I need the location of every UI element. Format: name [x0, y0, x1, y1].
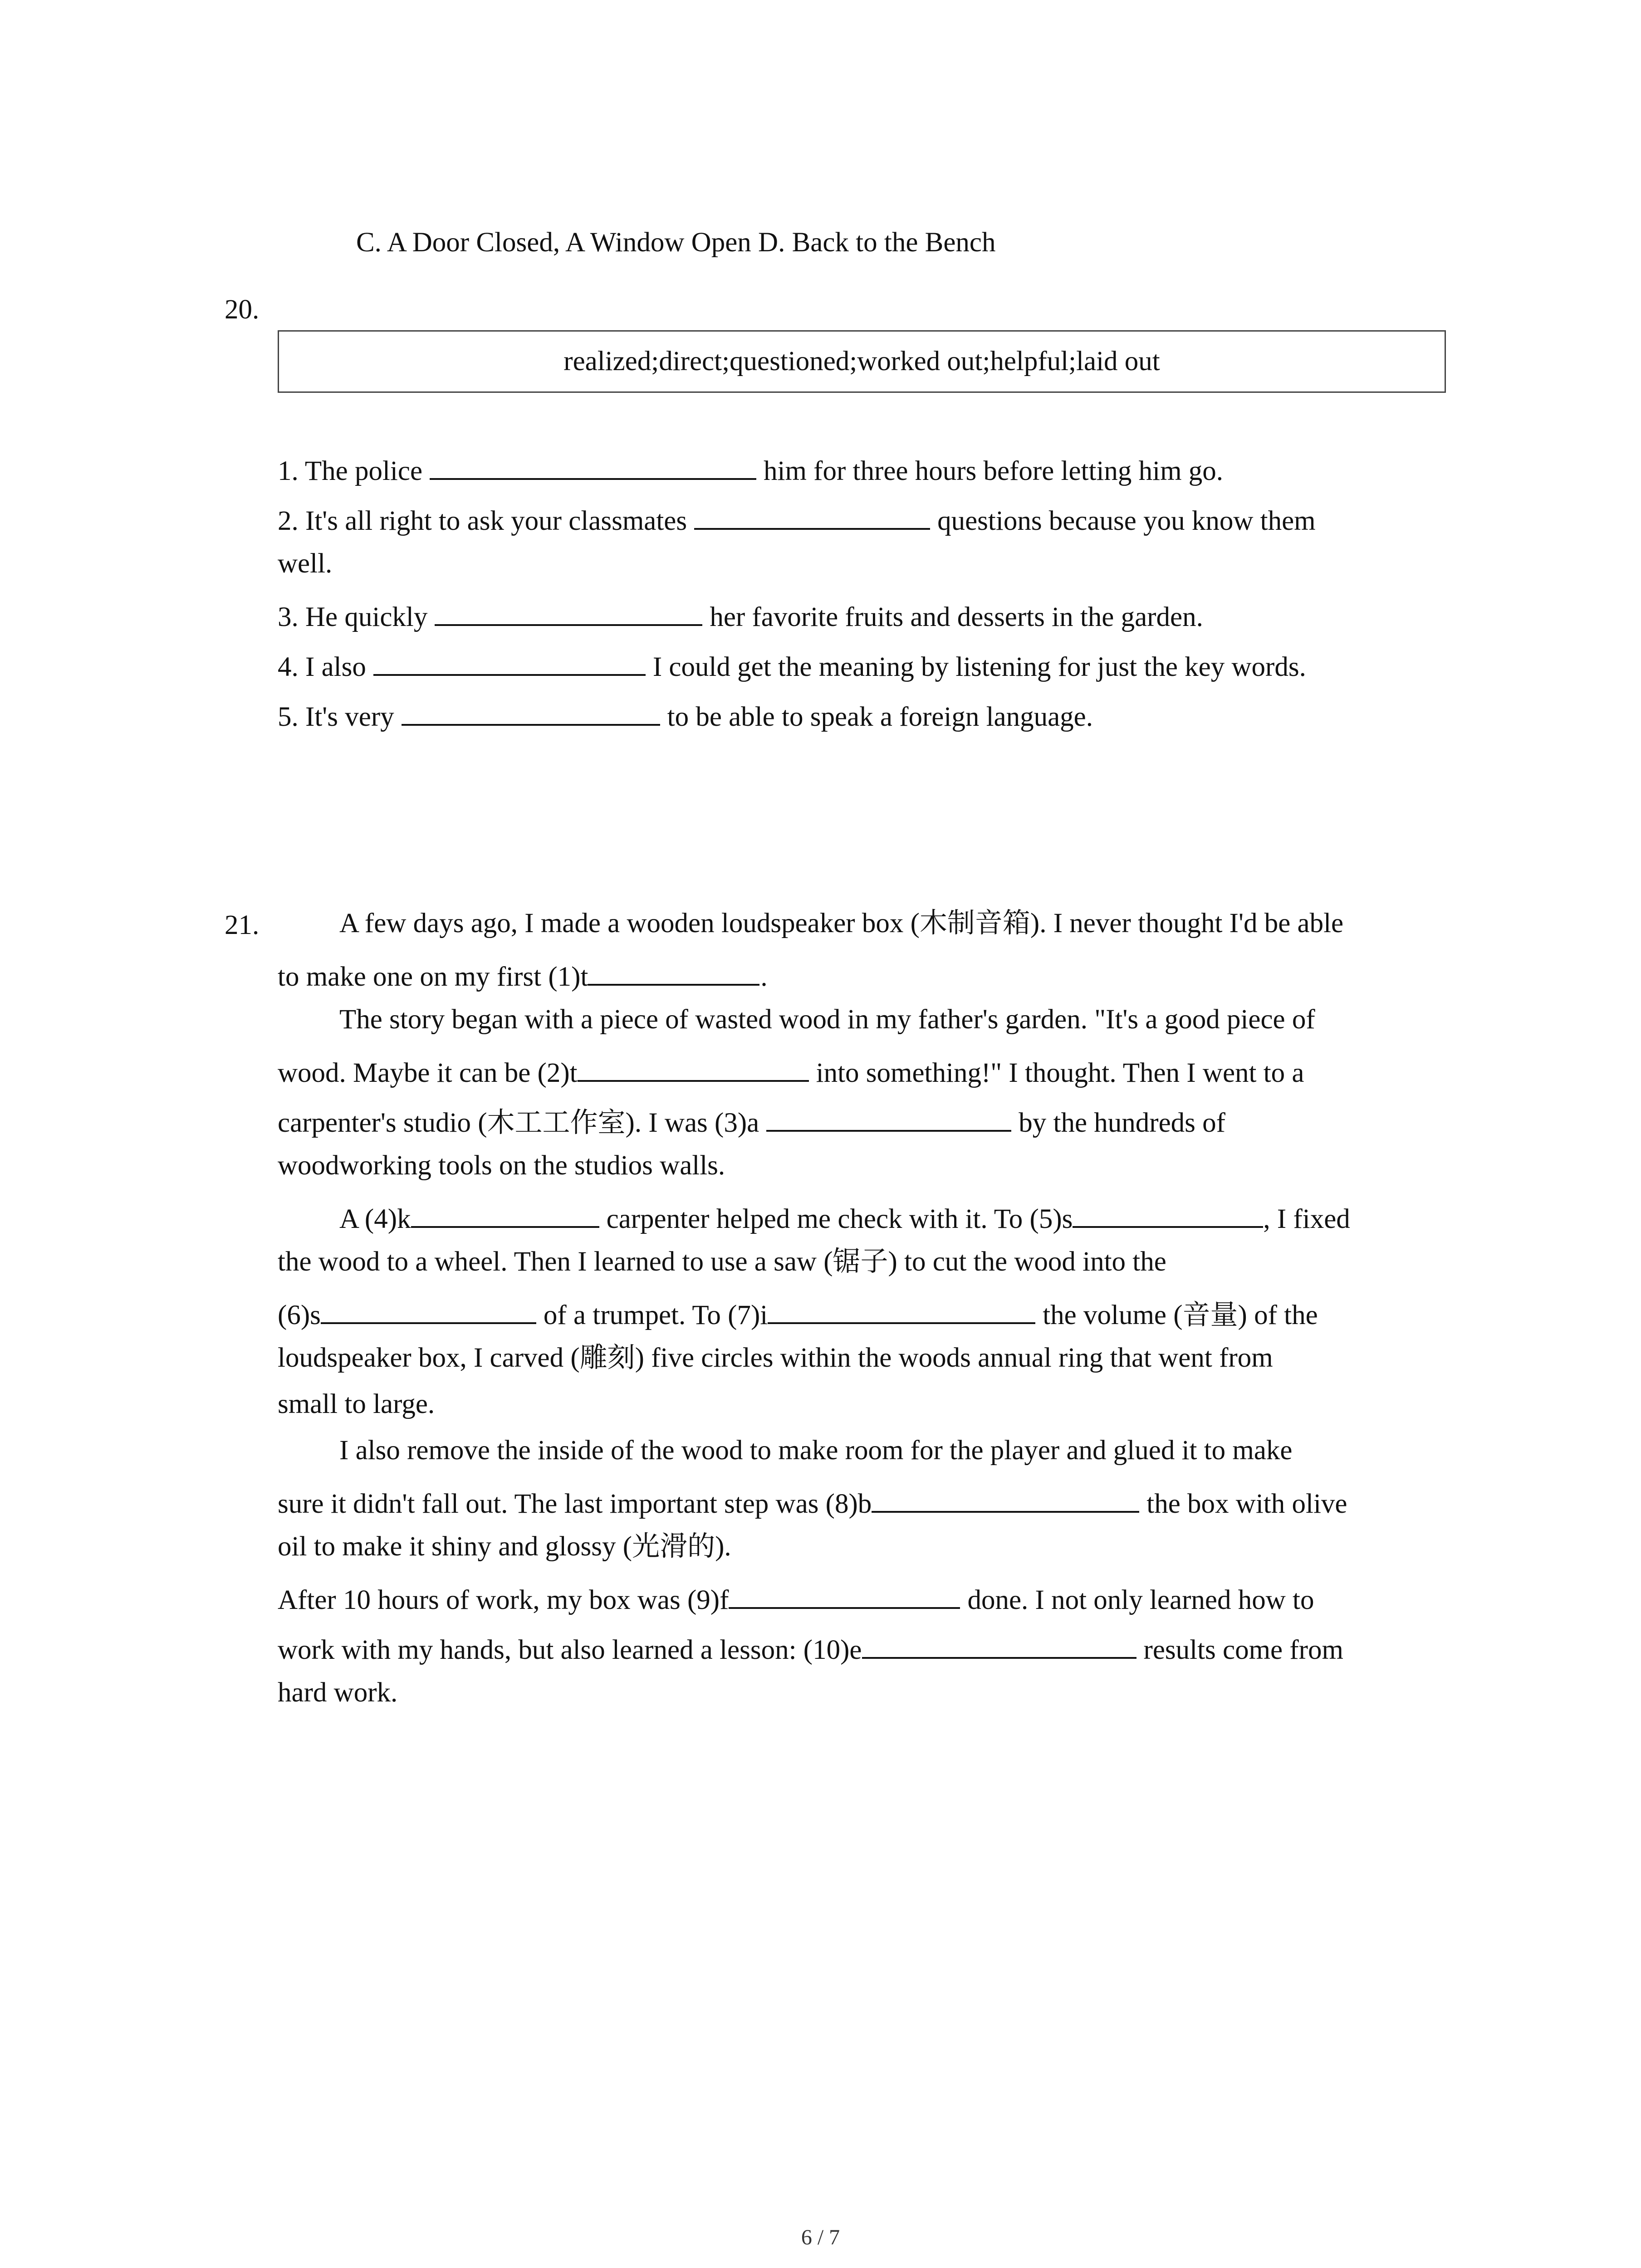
q20-word-box	[278, 330, 1446, 393]
q21-line-7b: carpenter helped me check with it. To (5)s	[606, 1204, 1073, 1234]
q21-line-2a: to make one on my first (1)t	[278, 962, 588, 992]
q21-blank-6[interactable]	[321, 1298, 536, 1324]
q20-item-2-after: questions because you know them	[937, 506, 1316, 536]
q21-blank-9[interactable]	[729, 1583, 960, 1609]
q20-item-4-before: 4. I also	[278, 652, 366, 682]
q21-line-4b: into something!" I thought. Then I went to a	[816, 1058, 1304, 1088]
q21-line-17: hard work.	[278, 1677, 398, 1708]
q21-line-2b: .	[760, 962, 768, 992]
q20-blank-4[interactable]	[373, 650, 646, 676]
q21-blank-3[interactable]	[766, 1105, 1011, 1132]
q20-item-2	[278, 503, 1316, 535]
q21-blank-10[interactable]	[862, 1633, 1136, 1659]
page-number: 6 / 7	[801, 2225, 840, 2249]
q21-line-5b: by the hundreds of	[1019, 1108, 1225, 1138]
q21-line-12: I also remove the inside of the wood to make room for the player and glued it to make	[339, 1435, 1293, 1466]
q19-options: C. A Door Closed, A Window Open D. Back to the Bench	[356, 227, 996, 258]
q21-line-15a: After 10 hours of work, my box was (9)f	[278, 1585, 729, 1615]
q21-line-15b: done. I not only learned how to	[967, 1585, 1314, 1615]
q21-line-5a: carpenter's studio (木工工作室). I was (3)a	[278, 1108, 759, 1138]
q21-blank-8[interactable]	[872, 1486, 1139, 1513]
q21-line-16	[278, 1633, 1343, 1664]
q20-item-1	[278, 454, 1223, 485]
q21-line-1: A few days ago, I made a wooden loudspeaker box (木制音箱). I never thought I'd be able	[339, 908, 1344, 938]
q21-line-7a: A (4)k	[339, 1204, 411, 1234]
q20-blank-5[interactable]	[402, 699, 660, 726]
q20-item-1-after: him for three hours before letting him go.	[764, 456, 1224, 486]
q20-word-list: realized;direct;questioned;worked out;helpful;laid out	[563, 346, 1160, 376]
q20-item-5	[278, 699, 1093, 731]
q21-line-9b: of a trumpet. To (7)i	[543, 1300, 768, 1330]
q21-line-13a: sure it didn't fall out. The last important step was (8)b	[278, 1489, 872, 1519]
q21-line-16b: results come from	[1143, 1635, 1343, 1665]
q21-line-16a: work with my hands, but also learned a lesson: (10)e	[278, 1635, 862, 1665]
q21-line-9	[278, 1298, 1318, 1329]
q21-blank-7[interactable]	[768, 1298, 1035, 1324]
q20-item-3	[278, 600, 1203, 631]
q21-line-3: The story began with a piece of wasted wood in my father's garden. "It's a good piece of	[339, 1004, 1315, 1035]
q20-blank-3[interactable]	[435, 600, 702, 626]
q21-line-10: loudspeaker box, I carved (雕刻) five circles within the woods annual ring that went from	[278, 1343, 1273, 1373]
q21-line-8: the wood to a wheel. Then I learned to use a saw (锯子) to cut the wood into the	[278, 1246, 1166, 1277]
q21-number: 21.	[225, 910, 260, 940]
q21-blank-2[interactable]	[578, 1056, 809, 1082]
q21-line-11: small to large.	[278, 1389, 435, 1419]
q20-item-1-before: 1. The police	[278, 456, 423, 486]
q21-blank-4[interactable]	[411, 1202, 599, 1228]
q21-line-9c: the volume (音量) of the	[1043, 1300, 1318, 1330]
q21-line-9a: (6)s	[278, 1300, 321, 1330]
q21-line-13b: the box with olive	[1146, 1489, 1347, 1519]
q20-blank-2[interactable]	[694, 503, 930, 530]
q20-item-4	[278, 650, 1306, 681]
q21-blank-5[interactable]	[1073, 1202, 1263, 1228]
q21-line-5	[278, 1105, 1225, 1137]
q20-item-2-cont: well.	[278, 548, 333, 579]
q21-line-7c: , I fixed	[1263, 1204, 1350, 1234]
q20-item-5-before: 5. It's very	[278, 702, 394, 732]
q21-blank-1[interactable]	[588, 959, 759, 986]
q20-item-4-after: I could get the meaning by listening for just the key words.	[652, 652, 1306, 682]
q21-line-6: woodworking tools on the studios walls.	[278, 1150, 725, 1181]
q21-line-13	[278, 1486, 1347, 1518]
q21-line-7	[339, 1202, 1350, 1233]
q20-item-5-after: to be able to speak a foreign language.	[667, 702, 1093, 732]
q21-line-4	[278, 1056, 1304, 1087]
q21-line-4a: wood. Maybe it can be (2)t	[278, 1058, 578, 1088]
q20-item-2-before: 2. It's all right to ask your classmates	[278, 506, 687, 536]
q21-line-14: oil to make it shiny and glossy (光滑的).	[278, 1531, 731, 1562]
q20-blank-1[interactable]	[430, 454, 756, 480]
q21-line-2	[278, 959, 768, 991]
q20-item-3-before: 3. He quickly	[278, 602, 428, 632]
q21-line-15	[278, 1583, 1314, 1614]
q20-number: 20.	[225, 294, 260, 325]
q20-item-3-after: her favorite fruits and desserts in the garden.	[710, 602, 1203, 632]
